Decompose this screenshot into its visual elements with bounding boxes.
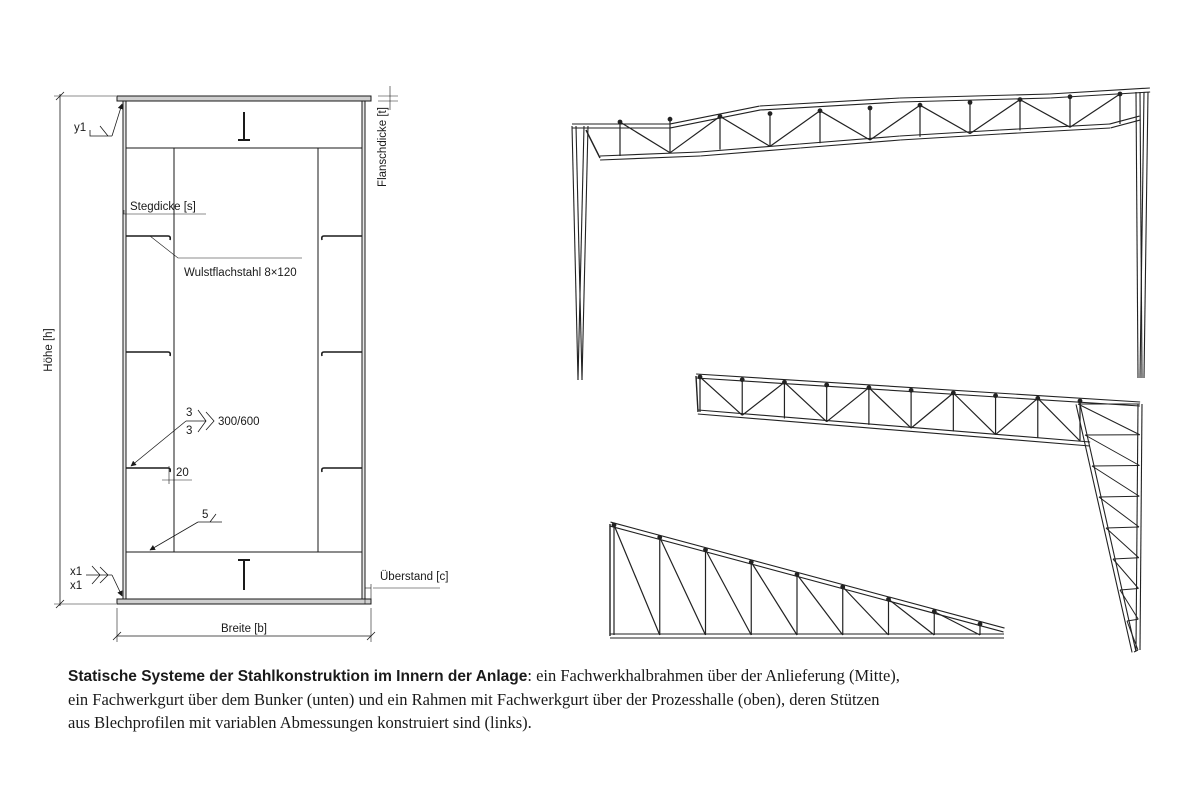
weld-bottom-label: 5 — [202, 509, 209, 521]
weld-spacing-label: 300/600 — [218, 416, 260, 428]
truss-diagonal — [970, 100, 1020, 134]
bottom-chord — [600, 152, 700, 156]
caption-line3: aus Blechprofilen mit variablen Abmessungen konstruiert sind (links). — [68, 713, 532, 732]
leg-diagonal — [1120, 590, 1138, 619]
truss-diagonal — [700, 377, 742, 415]
left-web — [123, 101, 126, 599]
truss-diagonal — [1020, 100, 1070, 128]
weld-top-b-label: 3 — [186, 425, 193, 437]
truss-diagonal — [996, 398, 1038, 434]
truss-node — [1068, 94, 1073, 99]
truss-node — [1118, 92, 1123, 97]
bottom-chord — [698, 414, 1090, 446]
top-flange — [117, 96, 371, 101]
truss-node — [993, 393, 998, 398]
weld-y-label: y1 — [74, 122, 87, 134]
truss-node — [824, 383, 829, 388]
truss-diagonal — [770, 111, 820, 147]
bulb-flats-left — [126, 236, 170, 472]
leg-diagonal — [1092, 466, 1139, 496]
truss-diagonal — [742, 382, 784, 415]
truss-chord-bottom — [609, 522, 1004, 638]
truss-node — [768, 111, 773, 116]
bottom-chord — [800, 136, 900, 144]
weld-x-bottom-label: x1 — [70, 580, 83, 592]
truss-diagonal — [820, 111, 870, 140]
bottom-chord — [698, 410, 1090, 442]
bottom-chord — [1109, 116, 1139, 124]
caption-line2: ein Fachwerkgurt über dem Bunker (unten) und ein Rahmen mit Fachwerkgurt über der Prozesshalle (oben), deren Stützen — [68, 690, 880, 709]
caption-line1: : ein Fachwerkhalbrahmen über der Anlieferung (Mitte), — [527, 666, 900, 685]
truss-half-frame-middle — [696, 374, 1142, 652]
bulb-flats-right — [322, 236, 362, 472]
truss-diagonal — [797, 575, 843, 636]
right-web — [362, 101, 365, 599]
bulb-flat-label: Wulstflachstahl 8×120 — [184, 267, 297, 279]
truss-node — [1078, 399, 1083, 404]
top-chord — [670, 110, 760, 128]
end-post — [696, 376, 698, 412]
truss-diagonal — [869, 388, 911, 428]
leg-rung — [1092, 466, 1140, 467]
width-label: Breite [b] — [220, 623, 268, 635]
truss-node — [968, 100, 973, 105]
weld-top-a-label: 3 — [186, 407, 193, 419]
truss-diagonal — [784, 382, 826, 421]
truss-diagonal — [720, 116, 770, 146]
leg-diagonal — [1078, 404, 1140, 435]
leg-rung — [1099, 496, 1139, 497]
bottom-flange — [117, 599, 371, 604]
truss-diagonal — [751, 562, 797, 635]
bottom-chord — [700, 148, 800, 156]
top-chord — [609, 526, 1003, 632]
weld-x-top-label: x1 — [70, 566, 83, 578]
truss-diagonal — [920, 105, 970, 133]
leg-rung — [1106, 527, 1139, 528]
figure-caption — [68, 664, 1168, 734]
truss-diagonal — [953, 393, 995, 435]
truss-node — [668, 117, 673, 122]
top-chord — [696, 374, 1140, 402]
bottom-chord — [800, 140, 900, 148]
gap-label: 20 — [176, 467, 189, 479]
truss-diagonal — [620, 122, 670, 153]
truss-diagonal — [1070, 94, 1120, 127]
top-chord — [670, 106, 760, 124]
truss-diagonal — [911, 393, 953, 428]
bottom-chord — [700, 144, 800, 152]
height-label: Höhe [h] — [43, 328, 55, 372]
overhang-label: Überstand [c] — [380, 571, 449, 583]
truss-diagonal — [843, 587, 889, 635]
top-chord — [900, 98, 1050, 102]
caption-bold: Statische Systeme der Stahlkonstruktion im Innern der Anlage — [68, 668, 528, 685]
leg-rung — [1113, 558, 1139, 559]
flange-thickness-label: Flanschdicke [t] — [377, 107, 389, 187]
truss-node — [978, 622, 983, 627]
truss-node — [868, 106, 873, 111]
leg-rung — [1120, 589, 1139, 591]
top-chord — [696, 378, 1140, 406]
truss-diagonal — [614, 525, 660, 635]
bottom-chord — [600, 156, 700, 160]
top-chord — [760, 102, 900, 110]
truss-frame-top — [572, 88, 1150, 380]
top-chord — [900, 94, 1050, 98]
truss-diagonal — [827, 388, 869, 422]
truss-diagonal — [660, 537, 706, 635]
truss-node — [740, 377, 745, 382]
leg-chord — [1076, 404, 1132, 652]
right-column — [1136, 92, 1138, 378]
truss-diagonal — [670, 116, 720, 152]
truss-node — [909, 388, 914, 393]
right-column — [1144, 92, 1148, 378]
top-chord — [611, 522, 1005, 628]
truss-diagonal — [1038, 398, 1080, 441]
leg-chord — [1140, 404, 1142, 650]
top-chord — [760, 98, 900, 106]
web-thickness-label: Stegdicke [s] — [130, 201, 196, 213]
truss-diagonal — [889, 599, 935, 635]
